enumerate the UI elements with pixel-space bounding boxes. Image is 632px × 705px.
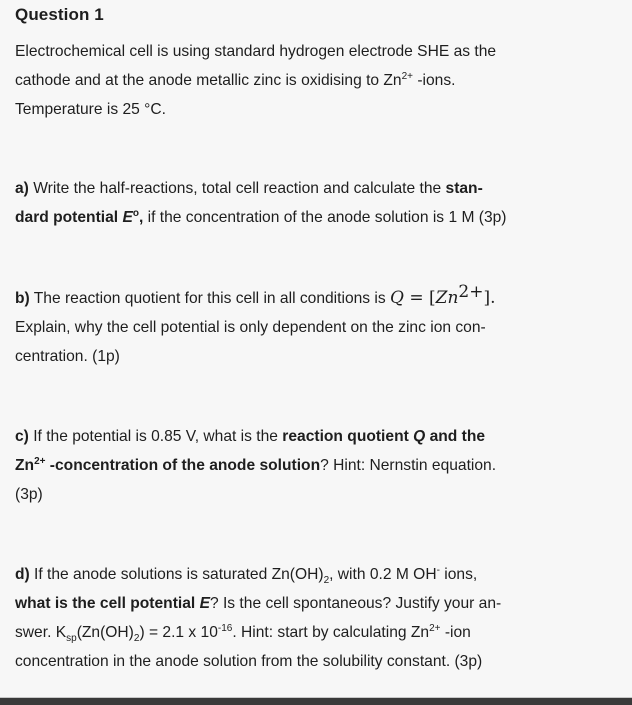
quotient-symbol: Q: [390, 288, 404, 308]
part-c-line-2: [15, 451, 496, 480]
part-b-text: The reaction quotient for this cell in all conditions is: [29, 290, 391, 307]
potential-symbol: E: [199, 595, 210, 612]
part-d-line-4: concentration in the anode solution from the solubility constant. (3p): [15, 653, 483, 670]
part-d-text: ions,: [439, 566, 478, 583]
part-a-bold: dard potential: [15, 209, 123, 226]
part-a-line-1: [15, 174, 507, 203]
part-b-line-3: centration. (1p): [15, 348, 120, 365]
zinc-symbol: Zn: [435, 288, 459, 308]
part-d-label: d): [15, 566, 30, 583]
part-c-bold: -concentration of the anode solution: [45, 457, 321, 474]
part-d-line-1: [15, 560, 501, 589]
part-d-text: swer. K: [15, 624, 67, 641]
part-a-text: if the concentration of the anode solution is 1 M (3p): [143, 209, 507, 226]
part-d-text: . Hint: start by calculating Zn: [232, 624, 430, 641]
potential-symbol: E: [122, 209, 133, 226]
equation-text: ].: [483, 288, 496, 308]
part-b-line-1: [15, 281, 496, 313]
part-d: [15, 560, 501, 676]
part-d-text: (Zn(OH): [76, 624, 134, 641]
part-d-text: ? Is the cell spontaneous? Justify your an-: [209, 595, 502, 612]
intro-paragraph: [15, 37, 496, 124]
part-a-label: a): [15, 180, 29, 197]
equation-text: = [: [403, 288, 436, 308]
bottom-bar: [0, 698, 632, 705]
part-d-text: -ion: [440, 624, 471, 641]
part-c-bold: and the: [425, 428, 486, 445]
part-d-bold: what is the cell potential: [15, 595, 200, 612]
zinc-charge: 2+: [429, 622, 441, 634]
part-c-label: c): [15, 428, 29, 445]
zinc-charge: 2+: [401, 70, 414, 82]
part-b: [15, 281, 496, 371]
zinc-symbol: Zn: [15, 457, 35, 474]
part-d-text: If the anode solutions is saturated Zn(OH): [29, 566, 324, 583]
part-c: [15, 422, 496, 509]
part-c-text: If the potential is 0.85 V, what is the: [28, 428, 283, 445]
intro-text: -ions.: [413, 72, 456, 89]
intro-line-3: Temperature is 25 °C.: [15, 101, 166, 118]
part-a: [15, 174, 507, 232]
part-d-line-3: [15, 618, 501, 647]
part-b-line-2: Explain, why the cell potential is only dependent on the zinc ion con-: [15, 319, 486, 336]
part-d-text: ) = 2.1 x 10: [139, 624, 218, 641]
zinc-charge: 2+: [458, 281, 484, 302]
part-a-bold: stan-: [445, 180, 483, 197]
part-c-line-3: (3p): [15, 486, 43, 503]
part-a-text: Write the half-reactions, total cell reaction and calculate the: [28, 180, 446, 197]
subscript: 2: [323, 575, 330, 587]
intro-line-2: [15, 66, 496, 95]
part-d-line-2: [15, 589, 501, 618]
zinc-charge: 2+: [34, 455, 46, 467]
part-a-bold: ,: [138, 209, 144, 226]
standard-superscript: o: [132, 207, 139, 219]
intro-text: cathode and at the anode metallic zinc is oxidising to Zn: [15, 72, 402, 89]
part-c-line-1: [15, 422, 496, 451]
part-a-line-2: [15, 203, 507, 232]
subscript: 2: [133, 633, 140, 645]
quotient-symbol: Q: [413, 428, 426, 445]
part-b-label: b): [15, 290, 30, 307]
part-c-text: ? Hint: Nernstin equation.: [320, 457, 497, 474]
part-c-bold: reaction quotient: [282, 428, 414, 445]
part-d-text: , with 0.2 M OH: [329, 566, 437, 583]
subscript: sp: [66, 633, 77, 645]
question-title: Question 1: [15, 5, 104, 24]
hydroxide-charge: -: [436, 564, 440, 576]
exponent: -16: [217, 622, 233, 634]
intro-line-1: Electrochemical cell is using standard hydrogen electrode SHE as the: [15, 43, 497, 60]
